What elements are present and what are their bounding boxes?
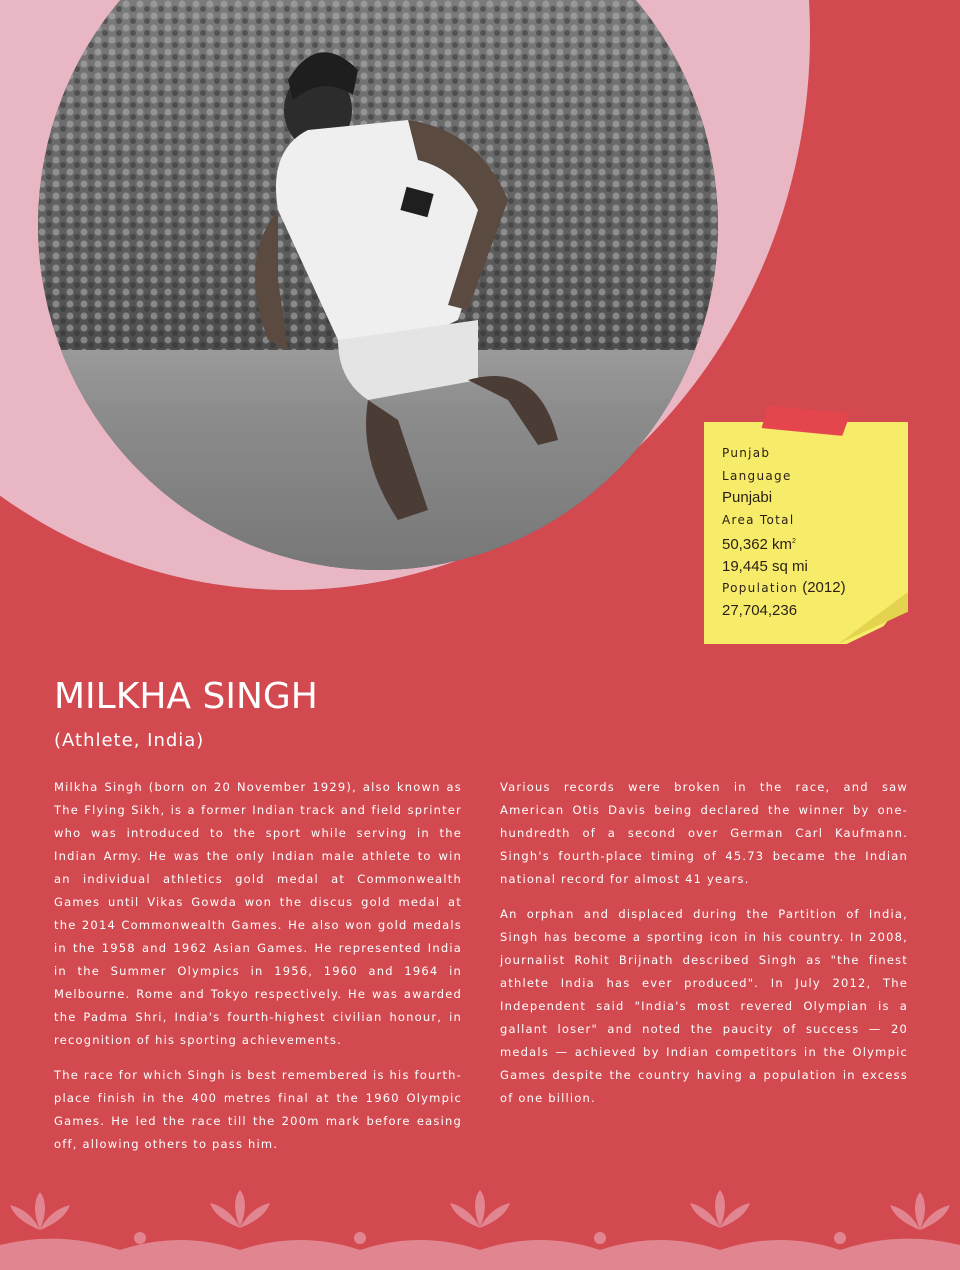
population-value: 27,704,236	[722, 601, 798, 619]
left-column	[54, 776, 462, 1168]
area-mi-value: 19,445 sq mi	[722, 557, 808, 575]
page-title: MILKHA SINGH	[54, 676, 318, 717]
info-sticky-note	[704, 422, 908, 644]
area-label: Area Total	[722, 512, 795, 527]
right-paragraph-2: An orphan and displaced during the Partition of India, Singh has become a sporting icon in his country. In 2008, journalist Rohit Brijnath described Singh as "the finest athlete India has ever produced". In July 2012, The Independent said "India's most revered Olympian is a gallant loser" and noted the paucity of success — 20 medals — achieved by Indian competitors in the Olympic Games despite the country having a population in excess of one billion.	[500, 907, 908, 1105]
left-paragraph-1: Milkha Singh (born on 20 November 1929), also known as The Flying Sikh, is a former Indian track and field sprinter who was introduced to the sport while serving in the Indian Army. He was the only Indian male athlete to win an individual athletics gold medal at Commonwealth Games until Vikas Gowda won the discus gold medal at the 2014 Commonwealth Games. He also won gold medals in the 1958 and 1962 Asian Games. He represented India in the Summer Olympics in 1956, 1960 and 1964 in Melbourne. Rome and Tokyo respectively. He was awarded the Padma Shri, India's fourth-highest civilian honour, in recognition of his sporting achievements.	[54, 780, 462, 1047]
language-value: Punjabi	[722, 489, 773, 506]
population-year: (2012)	[802, 579, 846, 596]
floral-border-icon	[0, 1190, 960, 1270]
right-paragraph-1: Various records were broken in the race, and saw American Otis Davis being declared the winner by one-hundredth of a second over German Carl Kaufmann. Singh's fourth-place timing of 45.73 became the Indian national record for almost 41 years.	[500, 780, 908, 886]
page-subtitle: (Athlete, India)	[54, 730, 205, 751]
info-card-text	[722, 442, 898, 621]
area-km-superscript: 2	[792, 538, 796, 545]
language-label: Language	[722, 468, 792, 483]
state-label: Punjab	[722, 446, 771, 460]
area-km-value: 50,362 km	[722, 536, 793, 553]
population-label: Population	[722, 581, 799, 595]
right-column	[500, 776, 908, 1122]
left-paragraph-2: The race for which Singh is best remembered is his fourth-place finish in the 400 metres final at the 1960 Olympic Games. He led the race till the 200m mark before easing off, allowing others to pass him.	[54, 1068, 462, 1151]
